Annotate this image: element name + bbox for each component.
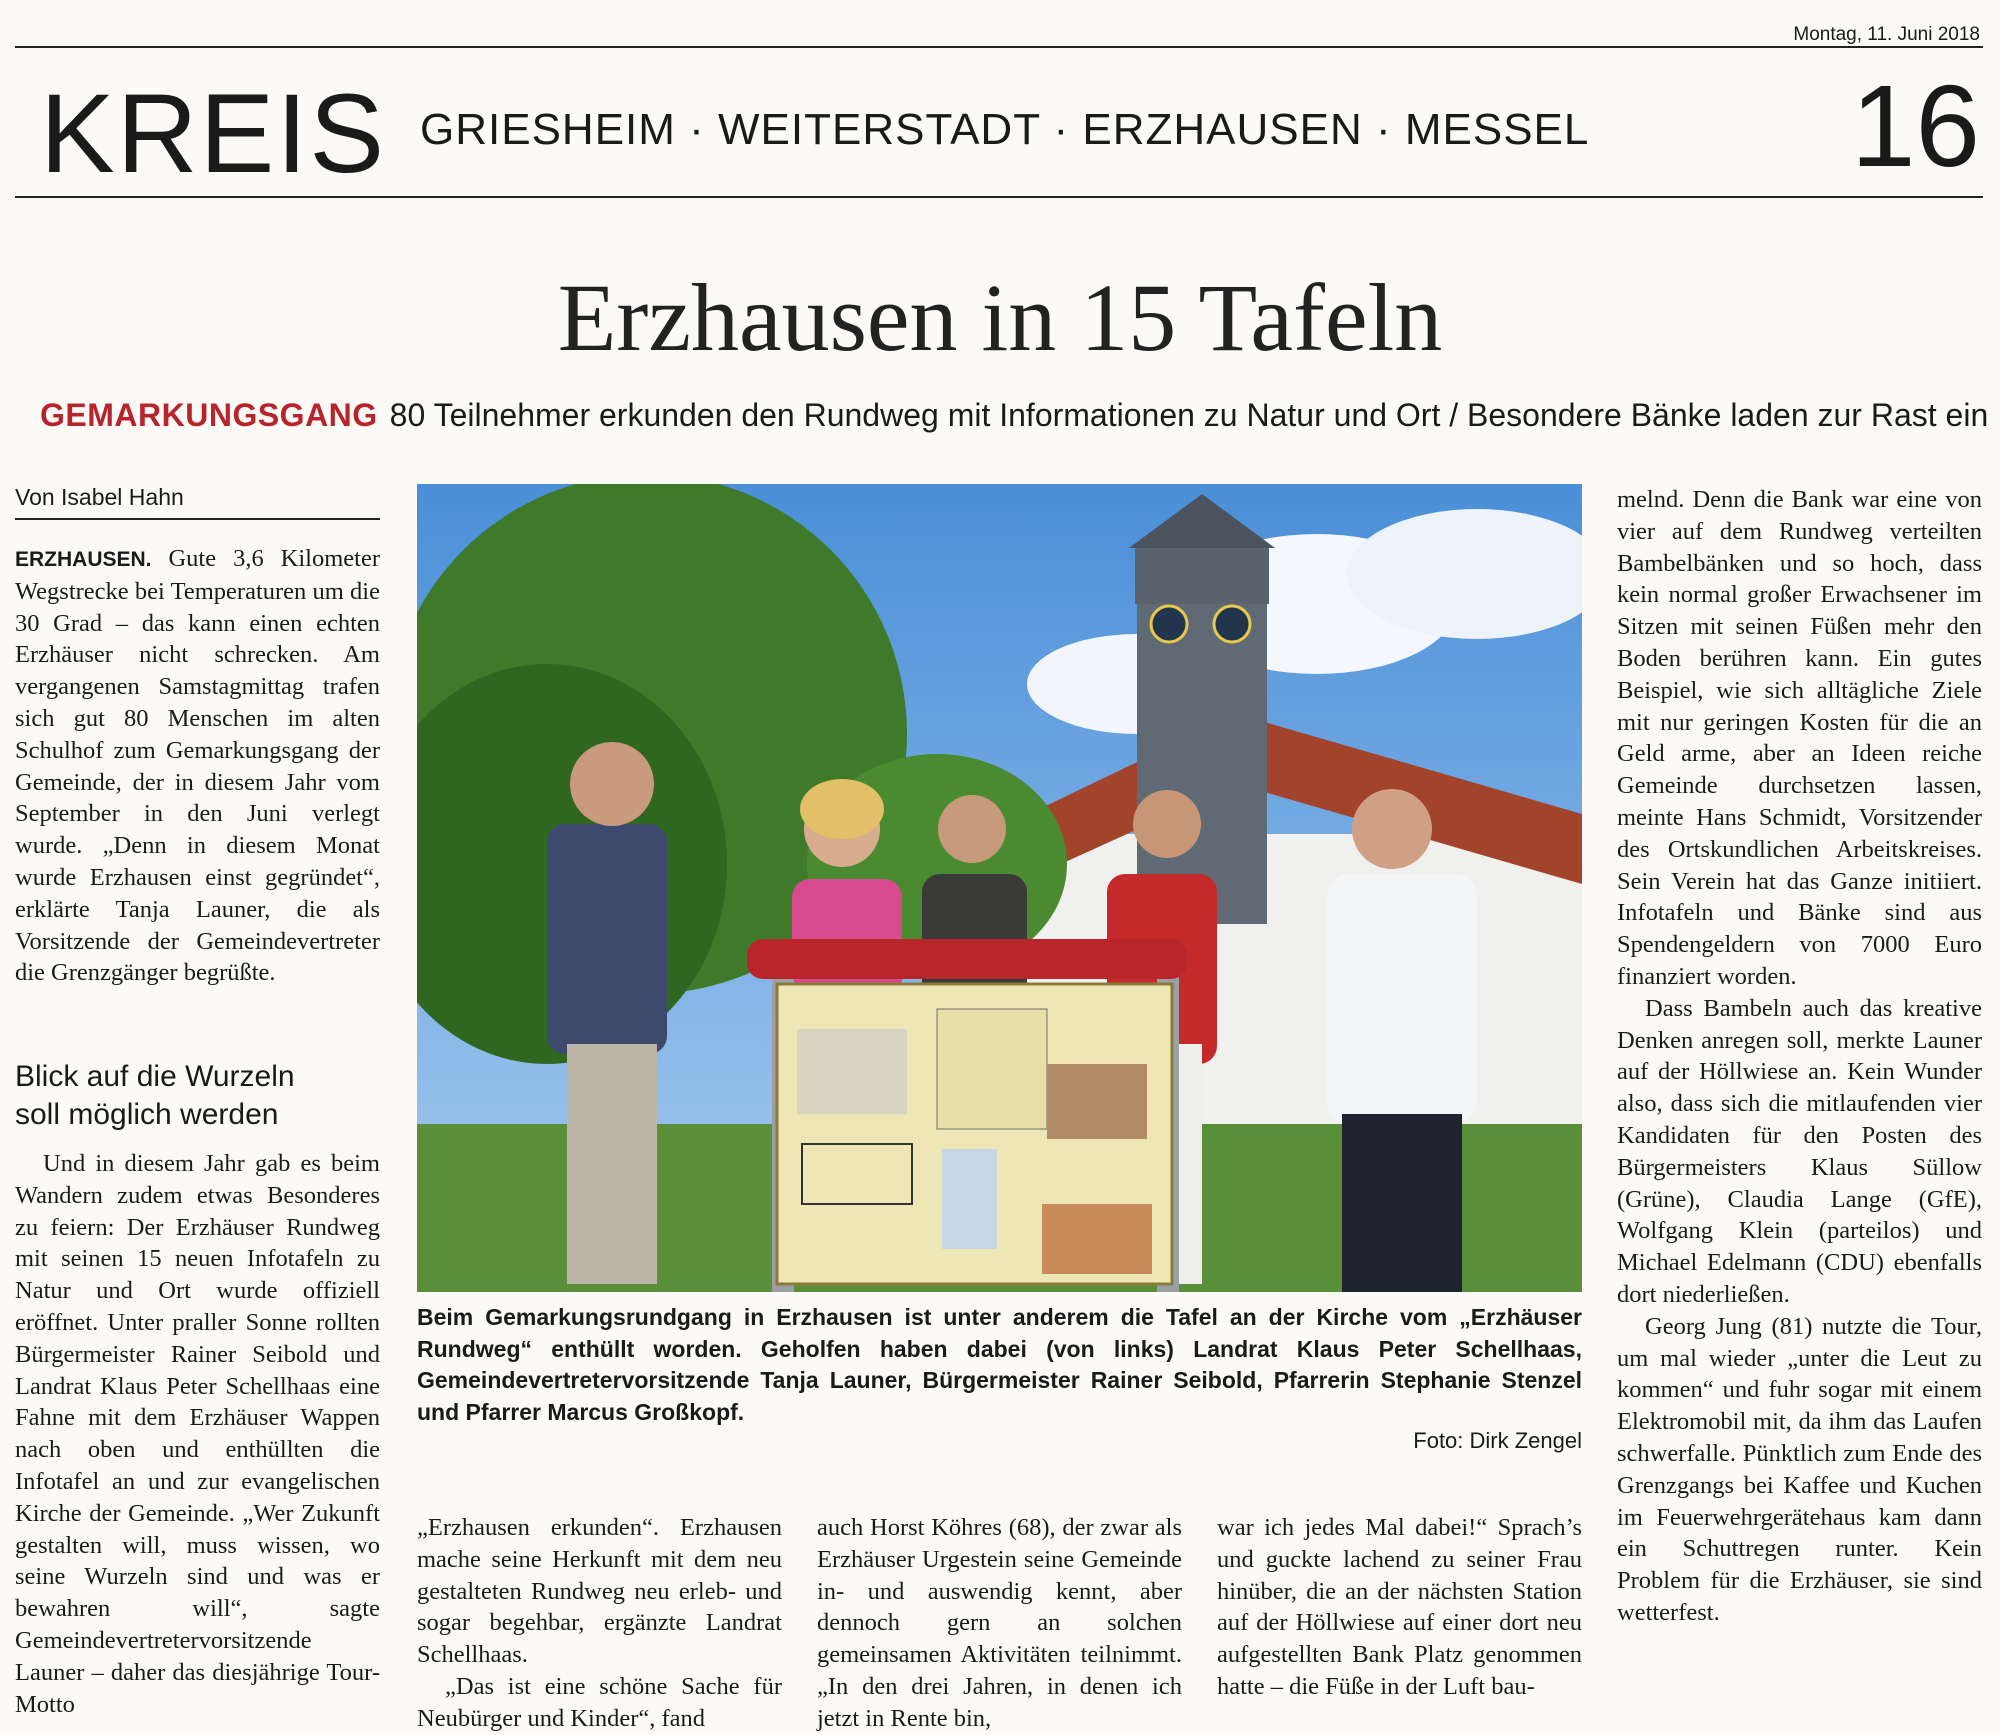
subheadline: 80 Teilnehmer erkunden den Rundweg mit Informationen zu Natur und Ort / Besondere Bänke laden zur Rast ein (389, 397, 1989, 433)
photo-caption: Beim Gemarkungsrundgang in Erzhausen ist unter anderem die Tafel an der Kirche vom „Erzhäuser Rundweg“ enthüllt worden. Geholfen haben dabei (von links) Landrat Klaus Peter Schellhaas, Gemeindevertretervorsitzende Tanja Launer, Bürgermeister Rainer Seibold, Pfarrerin Stephanie Stenzel und Pfarrer Marcus Großkopf. (417, 1304, 1582, 1425)
column-5 (1617, 484, 1982, 1629)
paragraph-1 (15, 543, 380, 989)
paragraph-2: Und in diesem Jahr gab es beim Wandern zudem etwas Besonderes zu feiern: Der Erzhäuser Rundweg mit seinen 15 neuen Infotafeln zu Natur und Ort wurde offiziell eröffnet. Unter praller Sonne rollten Bürgermeister Rainer Seibold und Landrat Klaus Peter Schellhaas eine Fahne mit dem Erzhäuser Wappen nach oben und enthüllten die Infotafel an und zur evangelischen Kirche der Gemeinde. „Wer Zukunft gestalten will, muss wissen, wo seine Wurzeln sind und was er bewahren will“, sagte Gemeindevertretervorsitzende Launer – daher das diesjährige Tour-Motto (15, 1150, 380, 1718)
dateline: ERZHAUSEN. (15, 548, 152, 571)
paragraph-5: auch Horst Köhres (68), der zwar als Erzhäuser Urgestein seine Gemeinde in- und auswendig kennt, aber dennoch gern an solchen gemeinsamen Aktivitäten teilnimmt. „In den drei Jahren, in denen ich jetzt in Rente bin, (817, 1514, 1182, 1732)
paragraph-1-text: Gute 3,6 Kilometer Wegstrecke bei Temperaturen um die 30 Grad – das kann einen echten Erzhäuser nicht schrecken. Am vergangenen Samstagmittag trafen sich gut 80 Menschen im alten Schulhof zum Gemarkungsgang der Gemeinde, der in diesem Jahr vom September in den Juni verlegt wurde. „Denn in diesem Monat wurde Erzhausen einst gegründet“, erklärte Tanja Launer, die als Vorsitzende der Gemeindevertreter die Grenzgänger begrüßte. (15, 545, 380, 987)
column-1-bottom (15, 1148, 380, 1720)
column-2 (417, 1512, 782, 1735)
headline: Erzhausen in 15 Tafeln (557, 264, 1443, 371)
kicker-line (40, 398, 1988, 433)
byline: Von Isabel Hahn (15, 484, 184, 510)
page-number: 16 (1850, 61, 1980, 191)
paragraph-6: war ich jedes Mal dabei!“ Sprach’s und guckte lachend zu seiner Frau hinüber, die an der nächsten Station auf der Höllwiese auf einer dort neu aufgestellten Bank Platz genommen hatte – die Füße in der Luft bau- (1217, 1514, 1582, 1700)
photo-illustration (417, 484, 1582, 1292)
paragraph-3: „Erzhausen erkunden“. Erzhausen mache seine Herkunft mit dem neu gestalteten Rundweg neu erleb- und sogar begehbar, ergänzte Landrat Schellhaas. (417, 1514, 782, 1669)
section-heading-line-2: soll möglich werden (15, 1098, 279, 1131)
paragraph-7: melnd. Denn die Bank war eine von vier auf dem Rundweg verteilten Bambelbänken und so hoch, dass kein normal großer Erwachsener im Sitzen mit seinen Füßen mehr den Boden berühren kann. Ein gutes Beispiel, wie sich alltägliche Ziele mit nur geringen Kosten für die an Geld arme, aber an Ideen reiche Gemeinde durchsetzen lassen, meinte Hans Schmidt, Vorsitzender des Ortskundlichen Arbeitskreises. Sein Verein hat das Ganze initiiert. Infotafeln und Bänke sind aus Spendengeldern von 7000 Euro finanziert worden. (1617, 486, 1982, 990)
section-towns: GRIESHEIM · WEITERSTADT · ERZHAUSEN · MESSEL (420, 105, 1590, 154)
article-photo (417, 484, 1582, 1292)
paragraph-4: „Das ist eine schöne Sache für Neubürger und Kinder“, fand (417, 1672, 782, 1732)
kicker: GEMARKUNGSGANG (40, 397, 378, 433)
issue-date: Montag, 11. Juni 2018 (1793, 24, 1980, 45)
top-rule (15, 46, 1983, 48)
photo-credit: Foto: Dirk Zengel (1413, 1428, 1582, 1453)
paragraph-8: Dass Bambeln auch das kreative Denken anregen soll, merkte Launer auf der Höllwiese an. Kein Wunder also, dass sich die mitlaufenden vier Kandidaten für den Posten des Bürgermeisters Klaus Süllow (Grüne), Claudia Lange (GfE), Wolfgang Klein (parteilos) und Michael Edelmann (CDU) ebenfalls dort niederließen. (1617, 994, 1982, 1308)
masthead-rule (15, 196, 1983, 198)
column-1-top (15, 543, 380, 989)
byline-rule (15, 518, 380, 520)
section-heading-line-1: Blick auf die Wurzeln (15, 1060, 295, 1093)
paragraph-9: Georg Jung (81) nutzte die Tour, um mal wieder „unter die Leut zu kommen“ und fuhr sogar mit einem Elektromobil mit, da ihm das Laufen schwerfalle. Pünktlich zum Ende des Grenzgangs bei Kaffee und Kuchen im Feuerwehrgerätehaus kam dann ein Schuttregen runter. Kein Problem für die Erzhäuser, sie sind wetterfest. (1617, 1312, 1982, 1626)
column-4 (1217, 1512, 1582, 1703)
section-title: KREIS (40, 71, 387, 196)
section-heading (15, 1058, 375, 1134)
column-3 (817, 1512, 1182, 1735)
